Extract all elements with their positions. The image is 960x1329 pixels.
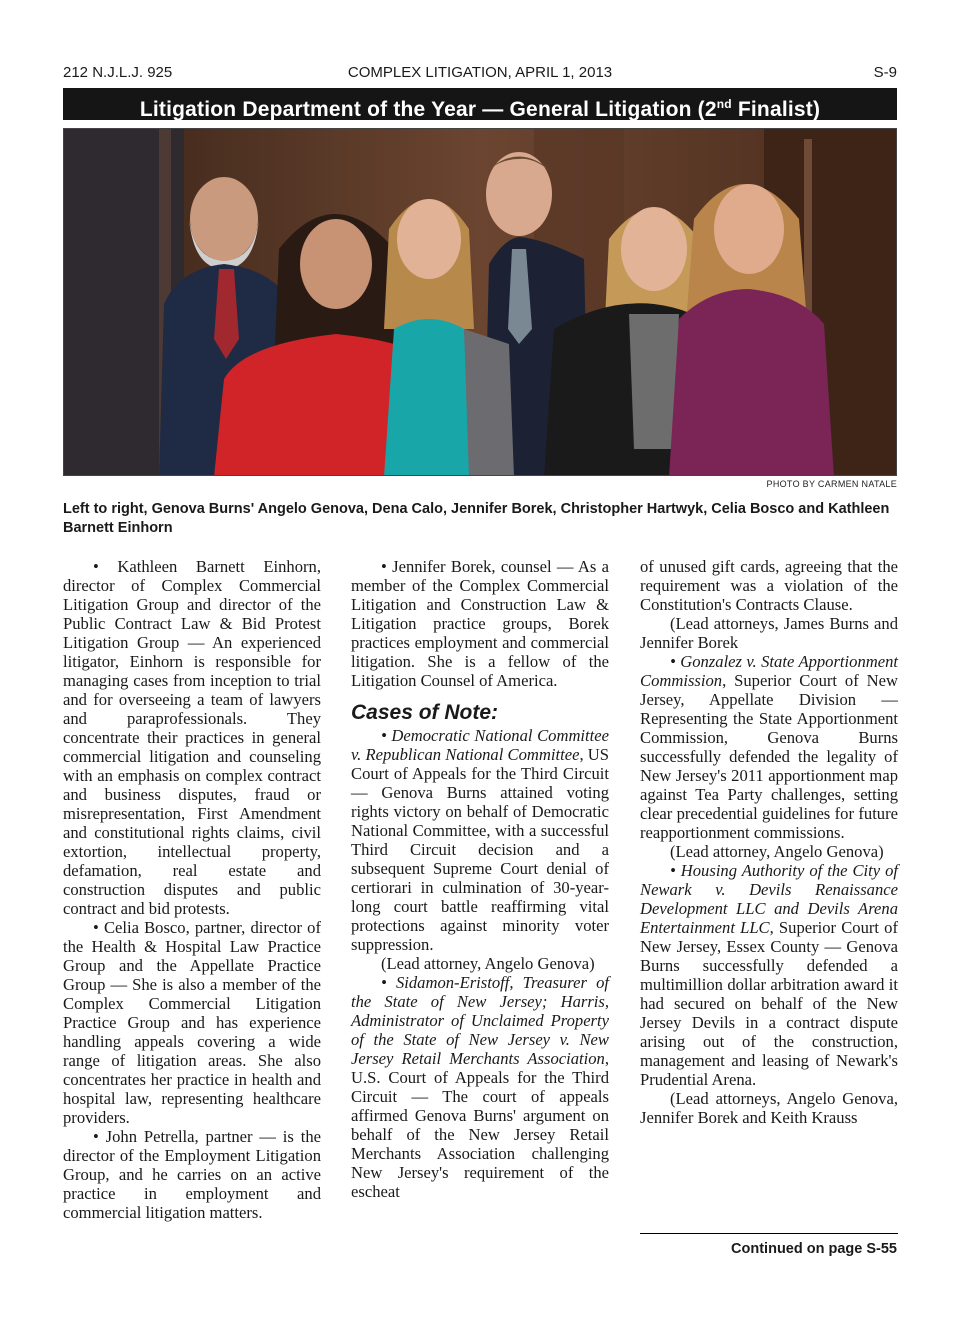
bio-einhorn: • Kathleen Barnett Einhorn, director of Complex Commercial Litigation Group and director of the Public Contract Law & Bid Protest Litigation Group — An experienced litigator, Einhorn is responsible for managing cases from inception to trial and for overseeing a team of lawyers and paraprofessionals. They concentrate their practices in general commercial litigation and counseling with an emphasis on complex contract and business disputes, fraud or misrepresentation, First Amendment and constitutional rights claims, civil extortion, intellectual property, defamation, real estate and construction disputes and public contract and bid protests. bbox=[63, 557, 321, 918]
page-number: S-9 bbox=[873, 64, 897, 81]
case-dnc bbox=[351, 726, 609, 954]
bio-borek: • Jennifer Borek, counsel — As a member of the Complex Commercial Litigation and Construction Law & Litigation practice groups, Borek practices employment and commercial litigation. She is a fellow of the Litigation Counsel of America. bbox=[351, 557, 609, 690]
page-citation: 212 N.J.L.J. 925 bbox=[63, 64, 173, 81]
title-main: Litigation Department of the Year — General Litigation (2 bbox=[139, 98, 717, 121]
case-sidamon-body: , U.S. Court of Appeals for the Third Circuit — The court of appeals affirmed Genova Burns' argument on behalf of the New Jersey Retail Merchants Association challenging New Jersey's requirement of the escheat bbox=[351, 1049, 609, 1201]
case-housing-title: • Housing Authority of the City of Newark v. Devils Renaissance Development LLC and Devils Arena Entertainment LLC bbox=[640, 861, 898, 937]
case-gonzalez-body: , Superior Court of New Jersey, Appellate Division — Representing the State Apportionment Commission, Genova Burns successfully defended the legality of New Jersey's 2011 apportionment map against Tea Party challenges, setting clear precedential guidelines for future reapportionment commissions. bbox=[640, 671, 898, 842]
photo-credit: PHOTO BY CARMEN NATALE bbox=[766, 479, 897, 489]
page-title-banner bbox=[63, 88, 897, 120]
article-column-1 bbox=[63, 557, 321, 1222]
case-housing bbox=[640, 861, 898, 1089]
case-sidamon-lead: (Lead attorneys, James Burns and Jennifer Borek bbox=[640, 614, 898, 652]
group-photo-illustration bbox=[64, 129, 897, 476]
article-column-2 bbox=[351, 557, 609, 1201]
case-sidamon bbox=[351, 973, 609, 1201]
title-superscript: nd bbox=[716, 97, 732, 111]
case-dnc-body: , US Court of Appeals for the Third Circuit — Genova Burns attained voting rights victory on behalf of Democratic National Committee, with a successful Third Circuit decision and a subsequent Supreme Court denial of certiorari in culmination of 30-year-long court battle reaffirming vital protections against minority voter suppression. bbox=[351, 745, 609, 954]
section-date: COMPLEX LITIGATION, APRIL 1, 2013 bbox=[347, 64, 613, 81]
case-gonzalez bbox=[640, 652, 898, 842]
case-dnc-lead: (Lead attorney, Angelo Genova) bbox=[381, 954, 595, 973]
case-gonzalez-title: • Gonzalez v. State Apportionment Commission bbox=[640, 652, 898, 690]
title-end: Finalist) bbox=[731, 98, 821, 121]
bio-petrella: • John Petrella, partner — is the director of the Employment Litigation Group, and he carries on an active practice in employment and commercial litigation matters. bbox=[63, 1127, 321, 1222]
case-housing-lead: (Lead attorneys, Angelo Genova, Jennifer Borek and Keith Krauss bbox=[640, 1089, 898, 1127]
case-sidamon-continued: of unused gift cards, agreeing that the requirement was a violation of the Constitution's Contracts Clause. bbox=[640, 557, 898, 614]
bio-bosco: • Celia Bosco, partner, director of the Health & Hospital Law Practice Group and the Appellate Practice Group — She is also a member of the Complex Commercial Litigation Practice Group and has experience handling appeals covering a wide range of litigation areas. She also concentrates her practice in health and hospital law, representing healthcare providers. bbox=[63, 918, 321, 1127]
cases-heading: Cases of Note: bbox=[351, 701, 499, 724]
photo-caption: Left to right, Genova Burns' Angelo Genova, Dena Calo, Jennifer Borek, Christopher Hartwyk, Celia Bosco and Kathleen Barnett Einhorn bbox=[63, 501, 890, 536]
continued-link[interactable]: Continued on page S-55 bbox=[731, 1241, 897, 1257]
case-housing-body: , Superior Court of New Jersey, Essex County — Genova Burns successfully defended a multimillion dollar arbitration award it had secured on behalf of the New Jersey Devils in a contract dispute arising out of the construction, management and leasing of Newark's Prudential Arena. bbox=[640, 918, 898, 1089]
article-column-3 bbox=[640, 557, 898, 1127]
case-dnc-title: • Democratic National Committee v. Republican National Committee bbox=[351, 726, 609, 764]
continued-divider bbox=[640, 1233, 898, 1234]
page-header bbox=[63, 62, 897, 84]
group-photo bbox=[63, 128, 897, 476]
case-gonzalez-lead: (Lead attorney, Angelo Genova) bbox=[670, 842, 884, 861]
case-sidamon-title: • Sidamon-Eristoff, Treasurer of the State of New Jersey; Harris, Administrator of Unclaimed Property of the State of New Jersey v. New Jersey Retail Merchants Association bbox=[351, 973, 609, 1068]
